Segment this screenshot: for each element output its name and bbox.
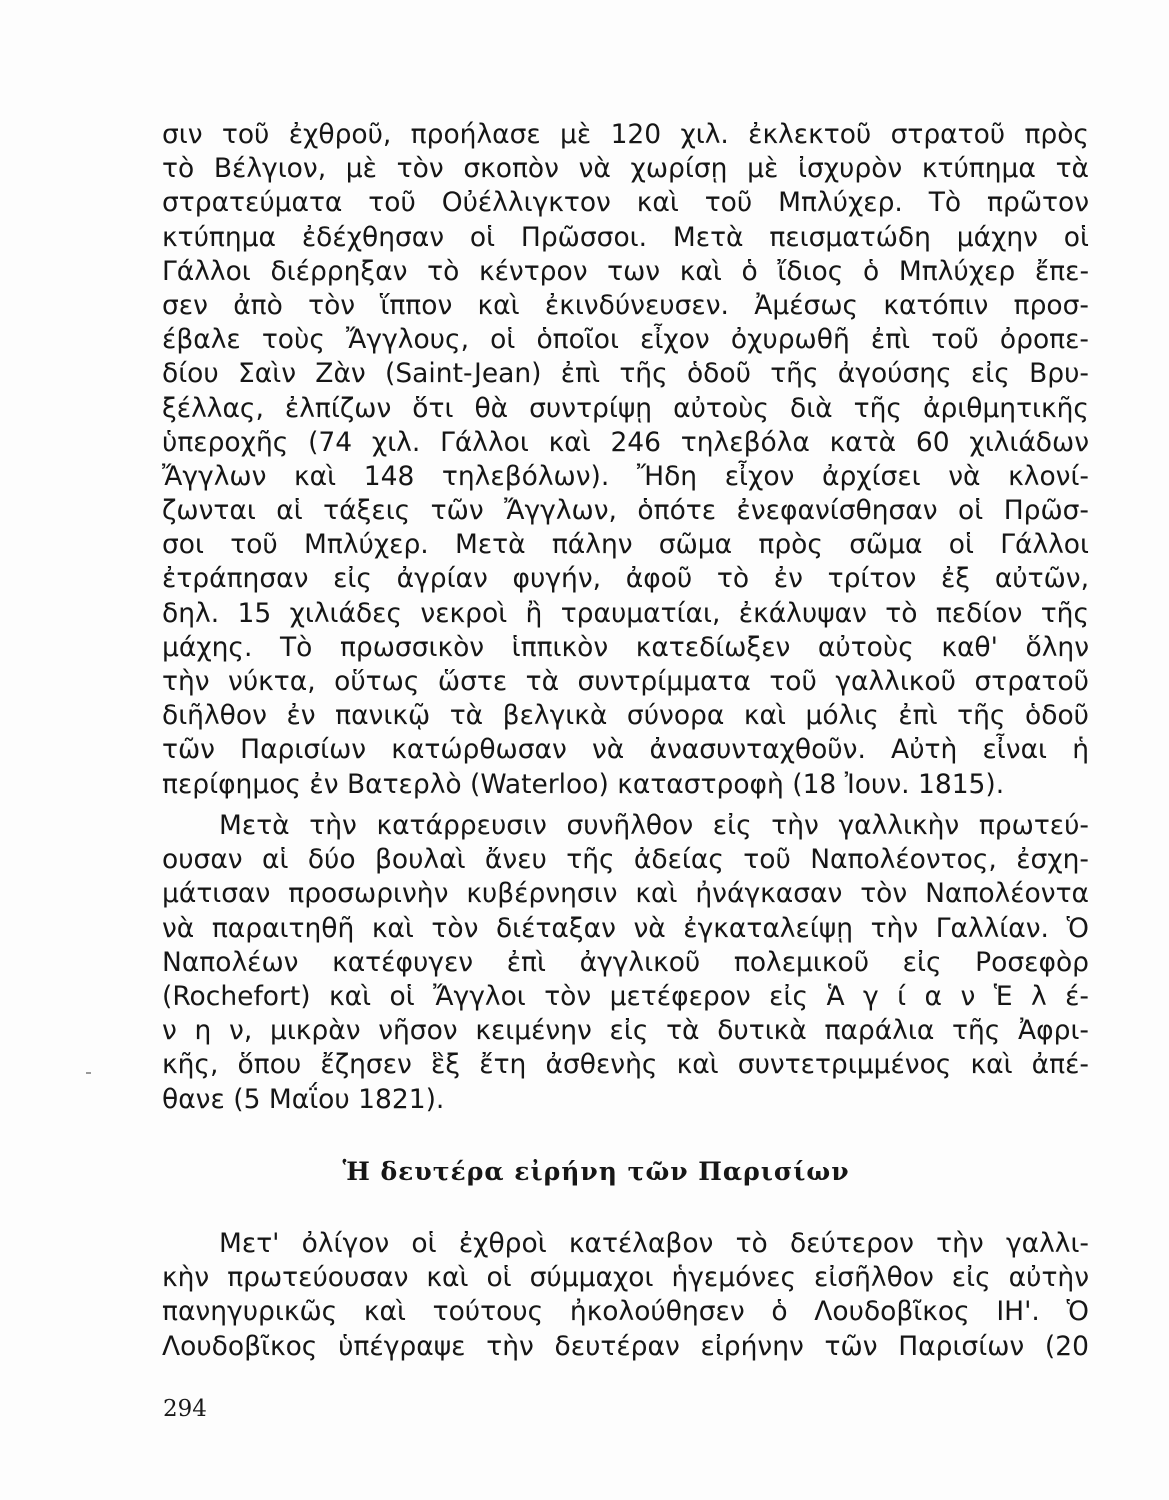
text-line: έβαλε τοὺς Ἄγγλους, οἱ ὁποῖοι εἶχον ὀχυρωθῆ ἐπὶ τοῦ ὀροπε- [162,324,1089,356]
text-line: Γάλλοι διέρρηξαν τὸ κέντρον των καὶ ὁ ἴδιος ὁ Μπλύχερ ἔπε- [162,255,1089,287]
text-line: Ἄγγλων καὶ 148 τηλεβόλων). Ἤδη εἶχον ἀρχίσει νὰ κλονί- [162,460,1089,492]
text-line: (Rochefort) καὶ οἱ Ἄγγλοι τὸν μετέφερον εἰς Ἁ γ ί α ν Ἑ λ έ- [162,980,1089,1012]
text-line: ουσαν αἱ δύο βουλαὶ ἄνευ τῆς ἀδείας τοῦ Ναπολέοντος, ἐσχη- [162,844,1089,876]
text-line: μάτισαν προσωρινὴν κυβέρνησιν καὶ ἠνάγκασαν τὸν Ναπολέοντα [162,878,1089,910]
text-line: διῆλθον ἐν πανικῷ τὰ βελγικὰ σύνορα καὶ μόλις ἐπὶ τῆς ὁδοῦ [162,700,1089,732]
text-line: δηλ. 15 χιλιάδες νεκροὶ ἢ τραυματίαι, ἐκάλυψαν τὸ πεδίον τῆς [162,597,1089,629]
paragraph-abdication [162,809,1089,1117]
text-line: σοι τοῦ Μπλύχερ. Μετὰ πάλην σῶμα πρὸς σῶμα οἱ Γάλλοι [162,529,1089,561]
scan-speck [86,1072,91,1074]
text-line: νὰ παραιτηθῆ καὶ τὸν διέταξαν νὰ ἐγκαταλείψῃ τὴν Γαλλίαν. Ὁ [162,912,1089,944]
text-line: Ναπολέων κατέφυγεν ἐπὶ ἀγγλικοῦ πολεμικοῦ εἰς Ροσεφὸρ [162,946,1089,978]
text-line: στρατεύματα τοῦ Οὐέλλιγκτον καὶ τοῦ Μπλύχερ. Τὸ πρῶτον [162,187,1089,219]
text-line: σεν ἀπὸ τὸν ἵππον καὶ ἐκινδύνευσεν. Ἀμέσως κατόπιν προσ- [162,289,1089,321]
paragraph-second-peace [162,1227,1089,1364]
text-line: κτύπημα ἐδέχθησαν οἱ Πρῶσσοι. Μετὰ πεισματώδη μάχην οἱ [162,221,1089,253]
text-line: πανηγυρικῶς καὶ τούτους ἠκολούθησεν ὁ Λουδοβῖκος ΙΗ'. Ὁ [162,1296,1089,1328]
text-line: ν η ν, μικρὰν νῆσον κειμένην εἰς τὰ δυτικὰ παράλια τῆς Ἀφρι- [162,1015,1089,1047]
text-line: τῶν Παρισίων κατώρθωσαν νὰ ἀνασυνταχθοῦν. Αὐτὴ εἶναι ἡ [162,734,1089,766]
text-line: ὑπεροχῆς (74 χιλ. Γάλλοι καὶ 246 τηλεβόλα κατὰ 60 χιλιάδων [162,426,1089,458]
text-line: Λουδοβῖκος ὑπέγραψε τὴν δευτέραν εἰρήνην τῶν Παρισίων (20 [162,1330,1089,1362]
text-line: περίφημος ἐν Βατερλὸ (Waterloo) καταστροφὴ (18 Ἰουν. 1815). [162,768,1005,800]
text-line: ζωνται αἱ τάξεις τῶν Ἄγγλων, ὁπότε ἐνεφανίσθησαν οἱ Πρῶσ- [162,495,1089,527]
section-heading: Ἡ δευτέρα εἰρήνη τῶν Παρισίων [342,1157,850,1186]
text-line: ξέλλας, ἐλπίζων ὅτι θὰ συντρίψῃ αὐτοὺς διὰ τῆς ἀριθμητικῆς [162,392,1089,424]
paragraph-waterloo [162,118,1089,802]
page-number: 294 [163,1396,207,1422]
text-line: κῆς, ὅπου ἔζησεν ἓξ ἔτη ἀσθενὴς καὶ συντετριμμένος καὶ ἀπέ- [162,1049,1089,1081]
text-line: Μετὰ τὴν κατάρρευσιν συνῆλθον εἰς τὴν γαλλικὴν πρωτεύ- [219,810,1089,841]
text-line: κὴν πρωτεύουσαν καὶ οἱ σύμμαχοι ἡγεμόνες εἰσῆλθον εἰς αὐτὴν [162,1262,1089,1294]
text-line: θανε (5 Μαΐου 1821). [162,1083,445,1115]
text-line: δίου Σαὶν Ζὰν (Saint-Jean) ἐπὶ τῆς ὁδοῦ τῆς ἀγούσης εἰς Βρυ- [162,358,1089,390]
text-line: σιν τοῦ ἐχθροῦ, προήλασε μὲ 120 χιλ. ἐκλεκτοῦ στρατοῦ πρὸς [162,119,1089,150]
text-line: τὴν νύκτα, οὕτως ὥστε τὰ συντρίμματα τοῦ γαλλικοῦ στρατοῦ [162,666,1089,697]
text-line: ἐτράπησαν εἰς ἀγρίαν φυγήν, ἀφοῦ τὸ ἐν τρίτον ἐξ αὐτῶν, [162,563,1089,595]
text-line: μάχης. Τὸ πρωσσικὸν ἱππικὸν κατεδίωξεν αὐτοὺς καθ' ὅλην [162,631,1089,663]
text-line: τὸ Βέλγιον, μὲ τὸν σκοπὸν νὰ χωρίσῃ μὲ ἰσχυρὸν κτύπημα τὰ [162,153,1089,185]
text-line: Μετ' ὀλίγον οἱ ἐχθροὶ κατέλαβον τὸ δεύτερον τὴν γαλλι- [219,1228,1089,1259]
